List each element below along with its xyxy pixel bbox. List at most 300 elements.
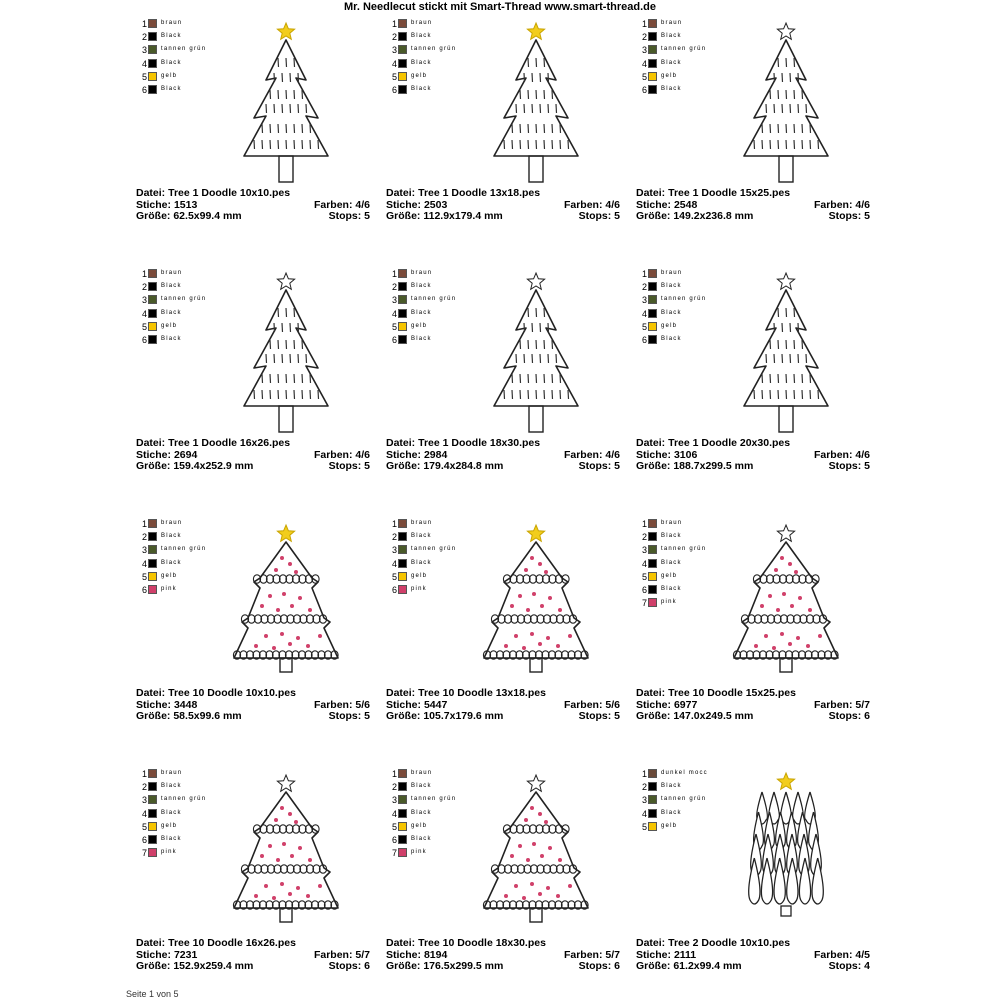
legend-number: 6 — [391, 834, 397, 845]
needle-mark — [302, 124, 303, 133]
legend-label: tannen grün — [161, 796, 207, 803]
legend-label: gelb — [661, 822, 678, 829]
needle-mark — [540, 104, 541, 113]
legend-number: 4 — [391, 558, 397, 569]
needle-mark — [274, 323, 275, 332]
color-swatch — [398, 822, 407, 831]
legend-number: 2 — [141, 282, 147, 293]
needle-mark — [520, 340, 521, 349]
needle-mark — [286, 58, 287, 67]
pink-dot — [546, 636, 550, 640]
pink-dot — [760, 604, 764, 608]
color-swatch — [148, 795, 157, 804]
needle-mark — [532, 354, 533, 363]
size-row — [636, 711, 870, 723]
design-size: 61.2x99.4 mm — [673, 960, 742, 972]
stitch-label: Stiche: — [386, 948, 422, 961]
color-swatch — [648, 269, 657, 278]
needle-mark — [778, 390, 779, 399]
pink-dot — [544, 570, 548, 574]
color-swatch — [148, 585, 157, 594]
legend-number: 4 — [141, 308, 147, 319]
needle-mark — [548, 104, 549, 113]
pink-dot — [532, 842, 536, 846]
legend-number: 3 — [641, 545, 647, 556]
needle-mark — [282, 354, 283, 363]
needle-mark — [548, 323, 549, 332]
stops-label: Stops: — [328, 960, 362, 972]
size-row — [386, 961, 620, 973]
design-size: 159.4x252.9 mm — [173, 460, 254, 472]
pink-dot — [280, 806, 284, 810]
needle-mark — [278, 390, 279, 399]
stitch-label: Stiche: — [386, 198, 422, 211]
stitch-label: Stiche: — [136, 198, 172, 211]
needle-mark — [766, 354, 767, 363]
legend-number: 6 — [391, 84, 397, 95]
needle-mark — [762, 140, 763, 149]
legend-number: 1 — [141, 269, 147, 279]
legend-number: 3 — [141, 795, 147, 806]
legend-label: tannen grün — [161, 296, 207, 303]
needle-mark — [536, 374, 537, 383]
needle-mark — [286, 390, 287, 399]
legend-number: 4 — [641, 808, 647, 819]
needle-mark — [552, 374, 553, 383]
legend-number: 5 — [141, 321, 147, 332]
color-swatch — [648, 72, 657, 81]
color-swatch — [648, 532, 657, 541]
needle-mark — [286, 374, 287, 383]
color-swatch — [148, 519, 157, 528]
needle-mark — [560, 124, 561, 133]
stops-label: Stops: — [328, 210, 362, 222]
pink-dot — [294, 570, 298, 574]
star-icon — [527, 775, 544, 791]
stitch-count: 8194 — [423, 948, 448, 961]
star-icon — [527, 273, 544, 289]
needle-mark — [520, 124, 521, 133]
stops-count: 5 — [614, 710, 620, 722]
needle-mark — [528, 124, 529, 133]
needle-mark — [270, 140, 271, 149]
legend-label: Black — [411, 809, 432, 816]
legend-label: Black — [411, 835, 432, 842]
pink-dot — [558, 858, 562, 862]
pink-dot — [538, 562, 542, 566]
legend-number: 6 — [391, 584, 397, 595]
stops-label: Stops: — [828, 960, 862, 972]
design-info — [136, 188, 370, 223]
needle-mark — [532, 104, 533, 113]
legend-label: tannen grün — [411, 296, 457, 303]
needle-mark — [274, 104, 275, 113]
color-swatch — [148, 848, 157, 857]
needle-mark — [520, 390, 521, 399]
needle-mark — [806, 104, 807, 113]
legend-label: braun — [411, 20, 433, 26]
stops-label: Stops: — [578, 210, 612, 222]
needle-mark — [306, 354, 307, 363]
color-count: 4/6 — [605, 198, 620, 211]
needle-mark — [298, 354, 299, 363]
legend-label: Black — [161, 85, 182, 92]
needle-mark — [548, 73, 549, 82]
star-icon — [277, 525, 294, 541]
needle-mark — [282, 104, 283, 113]
needle-mark — [806, 354, 807, 363]
needle-mark — [790, 104, 791, 113]
color-count-label: Farben: — [563, 198, 603, 211]
color-swatch — [148, 309, 157, 318]
size-label: Größe: — [636, 460, 671, 472]
legend-label: pink — [161, 585, 177, 592]
needle-mark — [278, 90, 279, 99]
needle-mark — [302, 90, 303, 99]
needle-mark — [524, 73, 525, 82]
needle-mark — [782, 104, 783, 113]
legend-label: gelb — [661, 322, 678, 329]
needle-mark — [798, 104, 799, 113]
star-icon — [777, 773, 794, 789]
needle-mark — [560, 140, 561, 149]
pink-dot — [280, 632, 284, 636]
needle-mark — [568, 390, 569, 399]
legend-label: braun — [411, 520, 433, 526]
color-swatch — [648, 545, 657, 554]
needle-mark — [298, 73, 299, 82]
needle-mark — [778, 58, 779, 67]
stops-label: Stops: — [828, 710, 862, 722]
legend-label: Black — [661, 309, 682, 316]
needle-mark — [528, 58, 529, 67]
legend-label: Black — [161, 835, 182, 842]
pink-dot — [544, 820, 548, 824]
color-swatch — [398, 769, 407, 778]
file-name: Tree 1 Doodle 16x26.pes — [168, 437, 291, 449]
legend-number: 1 — [391, 519, 397, 529]
size-row — [386, 461, 620, 473]
legend-number: 3 — [641, 795, 647, 806]
pink-dot — [524, 568, 528, 572]
stops-label: Stops: — [328, 460, 362, 472]
color-swatch — [648, 295, 657, 304]
legend-number: 4 — [641, 308, 647, 319]
star-icon — [527, 23, 544, 39]
legend-number: 2 — [641, 782, 647, 793]
legend-number: 1 — [391, 769, 397, 779]
stitch-count: 6977 — [673, 698, 698, 711]
needle-mark — [536, 340, 537, 349]
stitch-label: Stiche: — [636, 448, 672, 461]
file-name: Tree 10 Doodle 13x18.pes — [418, 687, 546, 699]
needle-mark — [270, 390, 271, 399]
stitch-label: Stiche: — [636, 698, 672, 711]
needle-mark — [556, 104, 557, 113]
pink-dot — [530, 806, 534, 810]
legend-label: gelb — [411, 72, 428, 79]
stitch-count: 2111 — [673, 948, 697, 961]
file-label: Datei: — [136, 437, 166, 449]
pink-dot — [776, 608, 780, 612]
color-count-label: Farben: — [813, 698, 853, 711]
star-icon — [277, 775, 294, 791]
tree-design-preview — [226, 18, 346, 188]
tree-design-preview — [726, 518, 846, 688]
legend-number: 3 — [391, 295, 397, 306]
legend-number: 2 — [141, 532, 147, 543]
legend-label: Black — [161, 283, 182, 290]
needle-mark — [782, 323, 783, 332]
pink-dot — [254, 644, 258, 648]
legend-number: 1 — [641, 519, 647, 529]
pink-dot — [318, 634, 322, 638]
needle-mark — [778, 374, 779, 383]
legend-number: 5 — [141, 571, 147, 582]
pink-dot — [288, 812, 292, 816]
needle-mark — [786, 390, 787, 399]
tree-trunk — [779, 156, 793, 182]
color-swatch — [648, 32, 657, 41]
needle-mark — [270, 124, 271, 133]
needle-mark — [802, 140, 803, 149]
needle-mark — [540, 73, 541, 82]
file-name: Tree 1 Doodle 13x18.pes — [418, 187, 541, 199]
legend-number: 6 — [391, 334, 397, 345]
pink-dot — [772, 646, 776, 650]
pink-dot — [296, 886, 300, 890]
legend-label: braun — [161, 20, 183, 26]
needle-mark — [778, 124, 779, 133]
needle-mark — [536, 58, 537, 67]
pink-dot — [514, 634, 518, 638]
color-swatch — [398, 85, 407, 94]
needle-mark — [286, 340, 287, 349]
pink-dot — [280, 556, 284, 560]
design-size: 179.4x284.8 mm — [423, 460, 504, 472]
needle-mark — [790, 354, 791, 363]
legend-label: gelb — [661, 72, 678, 79]
size-label: Größe: — [136, 460, 171, 472]
needle-mark — [818, 140, 819, 149]
file-label: Datei: — [136, 937, 166, 949]
size-label: Größe: — [386, 710, 421, 722]
pink-dot — [280, 882, 284, 886]
color-swatch — [398, 282, 407, 291]
color-count-label: Farben: — [313, 948, 353, 961]
pink-dot — [526, 858, 530, 862]
legend-number: 4 — [141, 808, 147, 819]
design-card — [386, 18, 630, 258]
needle-mark — [270, 340, 271, 349]
design-card — [386, 268, 630, 508]
needle-mark — [262, 140, 263, 149]
needle-mark — [262, 374, 263, 383]
color-swatch — [398, 335, 407, 344]
needle-mark — [818, 390, 819, 399]
needle-mark — [302, 390, 303, 399]
needle-mark — [512, 140, 513, 149]
legend-number: 6 — [141, 584, 147, 595]
pink-dot — [282, 842, 286, 846]
legend-label: Black — [661, 533, 682, 540]
color-swatch — [648, 59, 657, 68]
needle-mark — [790, 323, 791, 332]
legend-number: 6 — [641, 84, 647, 95]
needle-mark — [318, 390, 319, 399]
design-size: 149.2x236.8 mm — [673, 210, 754, 222]
stitch-label: Stiche: — [386, 698, 422, 711]
size-label: Größe: — [636, 960, 671, 972]
star-icon — [527, 525, 544, 541]
color-count: 4/6 — [605, 448, 620, 461]
legend-number: 3 — [141, 545, 147, 556]
legend-label: Black — [661, 783, 682, 790]
needle-mark — [310, 374, 311, 383]
legend-number: 3 — [641, 295, 647, 306]
color-swatch — [148, 32, 157, 41]
needle-mark — [298, 323, 299, 332]
needle-mark — [552, 124, 553, 133]
needle-mark — [536, 124, 537, 133]
pink-dot — [282, 592, 286, 596]
legend-label: Black — [411, 309, 432, 316]
legend-label: gelb — [161, 322, 178, 329]
legend-number: 7 — [391, 848, 397, 859]
color-swatch — [148, 545, 157, 554]
pink-dot — [788, 642, 792, 646]
needle-mark — [544, 374, 545, 383]
file-label: Datei: — [636, 687, 666, 699]
legend-label: Black — [661, 85, 682, 92]
needle-mark — [286, 90, 287, 99]
color-swatch — [398, 795, 407, 804]
size-label: Größe: — [136, 210, 171, 222]
color-swatch — [398, 322, 407, 331]
color-swatch — [398, 295, 407, 304]
needle-mark — [294, 140, 295, 149]
pink-dot — [794, 570, 798, 574]
needle-mark — [294, 374, 295, 383]
pink-dot — [782, 592, 786, 596]
pink-dot — [538, 642, 542, 646]
needle-mark — [504, 140, 505, 149]
stitch-count: 1513 — [173, 198, 198, 211]
file-label: Datei: — [386, 937, 416, 949]
legend-number: 4 — [391, 308, 397, 319]
legend-number: 7 — [141, 848, 147, 859]
color-count: 5/7 — [355, 948, 370, 961]
needle-mark — [302, 140, 303, 149]
color-swatch — [148, 835, 157, 844]
design-card — [636, 768, 880, 1008]
legend-label: tannen grün — [661, 796, 707, 803]
legend-label: braun — [161, 270, 183, 276]
design-info — [636, 938, 870, 973]
stitch-label: Stiche: — [136, 698, 172, 711]
pink-dot — [308, 608, 312, 612]
tree-design-preview — [726, 768, 846, 938]
needle-mark — [544, 124, 545, 133]
color-swatch — [398, 32, 407, 41]
legend-label: Black — [411, 335, 432, 342]
color-swatch — [148, 45, 157, 54]
stops-count: 5 — [364, 210, 370, 222]
color-swatch — [148, 322, 157, 331]
star-icon — [277, 273, 294, 289]
stops-count: 5 — [614, 210, 620, 222]
stops-count: 5 — [364, 710, 370, 722]
needle-mark — [782, 73, 783, 82]
needle-mark — [786, 140, 787, 149]
pink-dot — [298, 596, 302, 600]
needle-mark — [802, 124, 803, 133]
color-swatch — [398, 309, 407, 318]
stops-count: 5 — [864, 460, 870, 472]
legend-label: Black — [411, 283, 432, 290]
design-card — [636, 268, 880, 508]
tree-design-preview — [726, 268, 846, 438]
needle-mark — [310, 390, 311, 399]
needle-mark — [266, 354, 267, 363]
design-info — [636, 688, 870, 723]
tree-outline — [484, 542, 588, 658]
legend-label: tannen grün — [411, 546, 457, 553]
needle-mark — [778, 308, 779, 317]
stitch-count: 3448 — [173, 698, 198, 711]
needle-mark — [798, 323, 799, 332]
needle-mark — [762, 374, 763, 383]
needle-mark — [786, 340, 787, 349]
pink-dot — [540, 854, 544, 858]
stops-label: Stops: — [828, 210, 862, 222]
legend-number: 4 — [641, 58, 647, 69]
file-name: Tree 10 Doodle 16x26.pes — [168, 937, 296, 949]
color-swatch — [648, 322, 657, 331]
color-swatch — [148, 822, 157, 831]
pink-dot — [540, 604, 544, 608]
pink-dot — [290, 604, 294, 608]
legend-label: braun — [411, 770, 433, 776]
legend-label: gelb — [411, 822, 428, 829]
pink-dot — [276, 858, 280, 862]
needle-mark — [290, 323, 291, 332]
color-swatch — [148, 809, 157, 818]
legend-number: 1 — [141, 519, 147, 529]
file-label: Datei: — [636, 937, 666, 949]
design-card — [136, 18, 380, 258]
needle-mark — [552, 390, 553, 399]
color-swatch — [148, 269, 157, 278]
needle-mark — [568, 140, 569, 149]
needle-mark — [278, 58, 279, 67]
design-info — [636, 438, 870, 473]
design-size: 58.5x99.6 mm — [173, 710, 242, 722]
needle-mark — [778, 90, 779, 99]
legend-number: 5 — [641, 821, 647, 832]
file-name: Tree 1 Doodle 15x25.pes — [668, 187, 791, 199]
color-swatch — [148, 532, 157, 541]
needle-mark — [770, 374, 771, 383]
pink-dot — [530, 632, 534, 636]
needle-mark — [524, 104, 525, 113]
needle-mark — [290, 73, 291, 82]
needle-mark — [786, 308, 787, 317]
needle-mark — [310, 124, 311, 133]
needle-mark — [294, 90, 295, 99]
legend-label: Black — [411, 85, 432, 92]
legend-label: braun — [661, 20, 683, 26]
